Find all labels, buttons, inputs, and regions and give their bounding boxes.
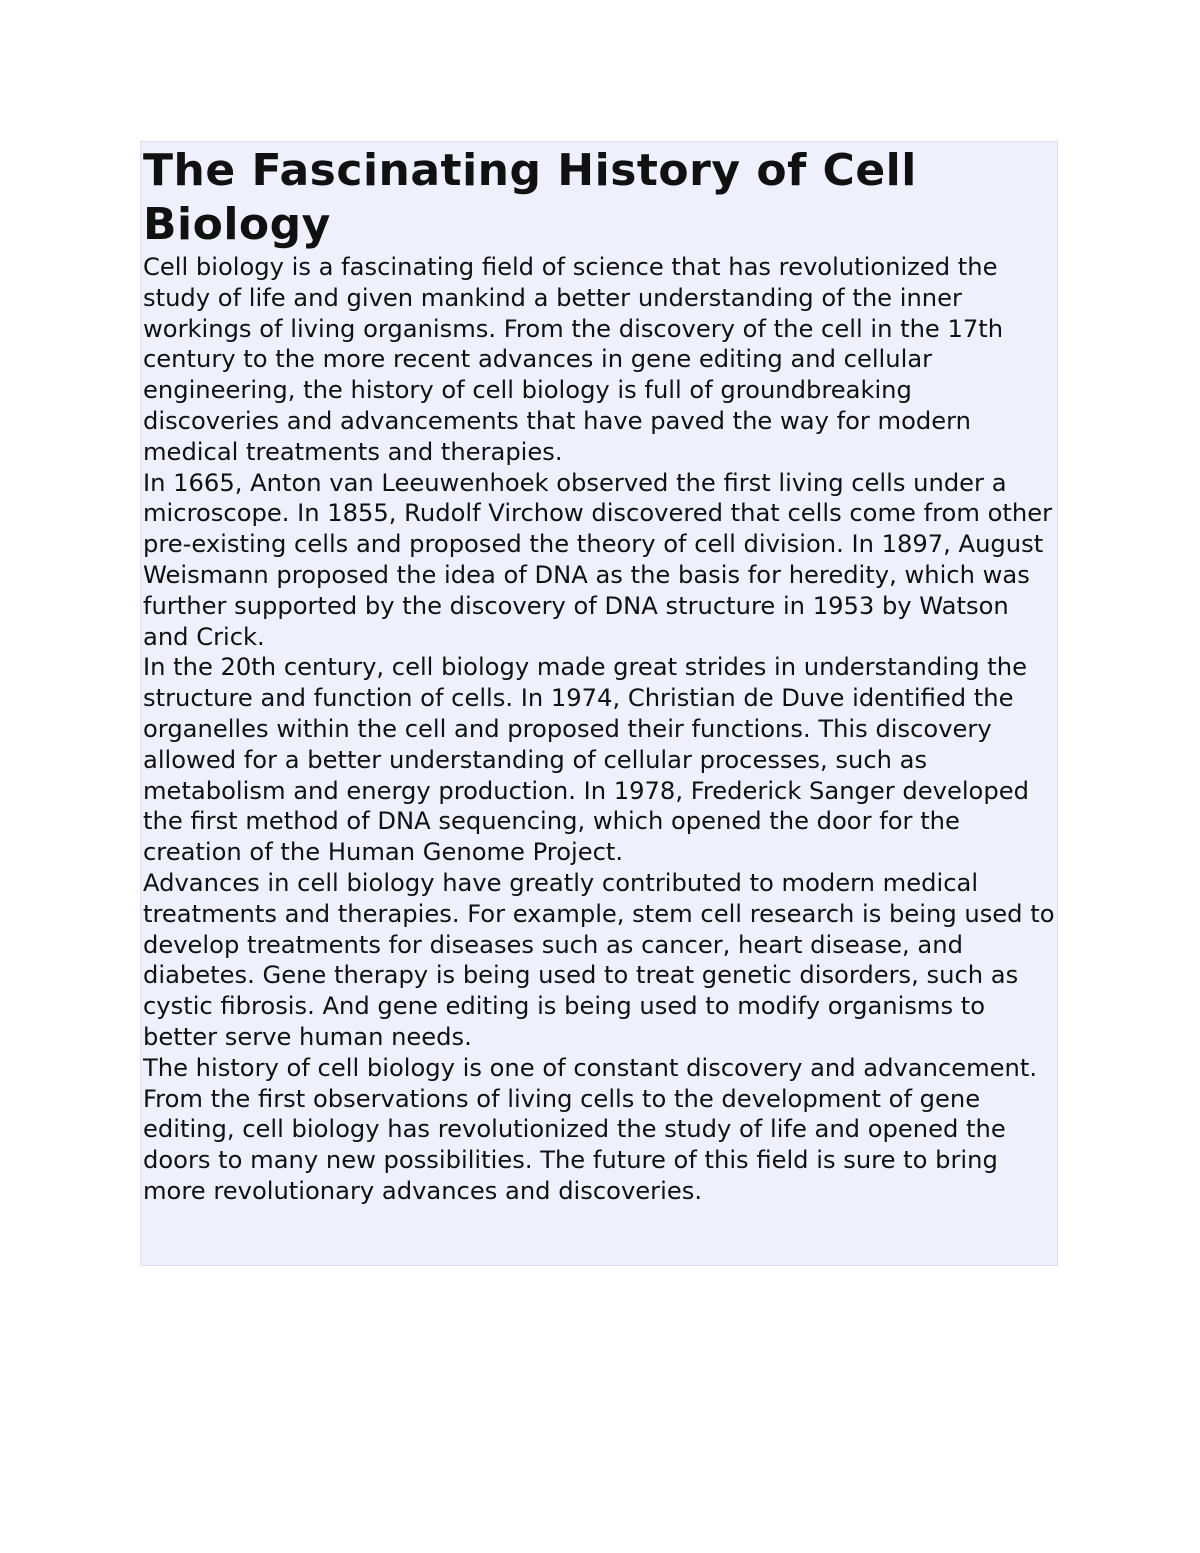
paragraph-intro: Cell biology is a fascinating field of science that has revolutionized the study of life and given mankind a better understanding of the inner workings of living organisms. From the discovery of the cell in the 17th century to the more recent advances in gene editing and cellular engineering, the history of cell biology is full of groundbreaking discoveries and advancements that have paved the way for modern medical treatments and therapies.	[143, 253, 1004, 466]
document-content-box	[140, 141, 1058, 1266]
paragraph-early-history: In 1665, Anton van Leeuwenhoek observed the first living cells under a microscope. In 1855, Rudolf Virchow discovered that cells come from other pre-existing cells and proposed the theory of cell division. In 1897, August Weismann proposed the idea of DNA as the basis for heredity, which was further supported by the discovery of DNA structure in 1953 by Watson and Crick.	[143, 468, 1053, 651]
paragraph-medical-advances: Advances in cell biology have greatly contributed to modern medical treatments and therapies. For example, stem cell research is being used to develop treatments for diseases such as cancer, heart disease, and diabetes. Gene therapy is being used to treat genetic disorders, such as cystic fibrosis. And gene editing is being used to modify organisms to better serve human needs.	[143, 868, 1055, 1051]
paragraph-20th-century: In the 20th century, cell biology made great strides in understanding the structure and function of cells. In 1974, Christian de Duve identified the organelles within the cell and proposed their functions. This discovery allowed for a better understanding of cellular processes, such as metabolism and energy production. In 1978, Frederick Sanger developed the first method of DNA sequencing, which opened the door for the creation of the Human Genome Project.	[143, 653, 1029, 867]
document-title: The Fascinating History of Cell Biology	[143, 145, 917, 250]
paragraph-conclusion: The history of cell biology is one of constant discovery and advancement. From the first observations of living cells to the development of gene editing, cell biology has revolutionized the study of life and opened the doors to many new possibilities. The future of this field is sure to bring more revolutionary advances and discoveries.	[143, 1053, 1038, 1205]
